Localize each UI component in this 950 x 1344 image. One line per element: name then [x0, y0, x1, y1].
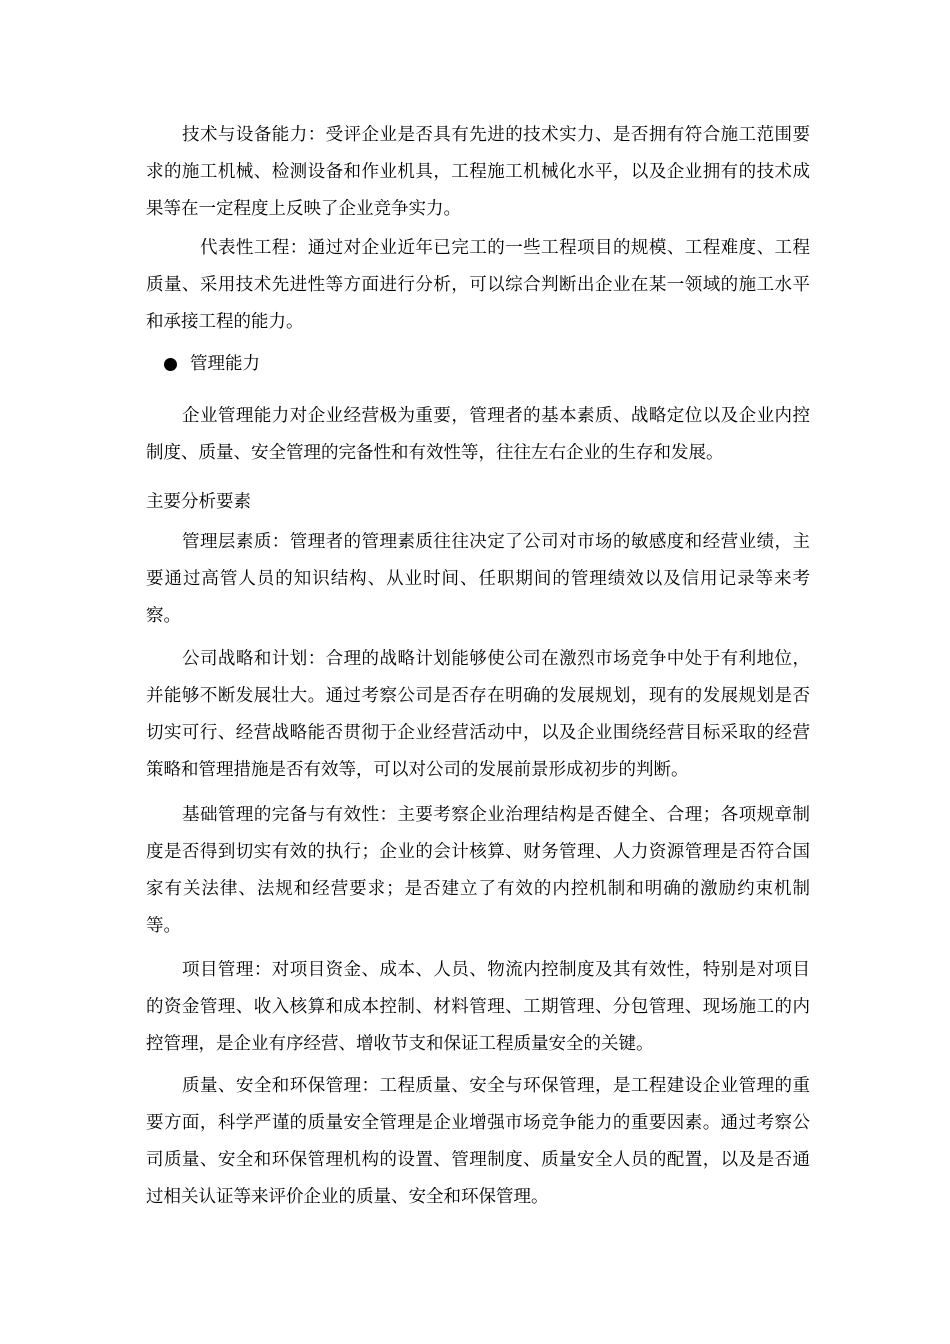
paragraph-representative-projects: [146, 230, 810, 341]
paragraph-text: 企业管理能力对企业经营极为重要，管理者的基本素质、战略定位以及企业内控制度、质量、安全管理的完备性和有效性等，往往左右企业的生存和发展。: [146, 406, 810, 463]
paragraph-text: 技术与设备能力：受评企业是否具有先进的技术实力、是否拥有符合施工范围要求的施工机械、检测设备和作业机具，工程施工机械化水平，以及企业拥有的技术成果等在一定程度上反映了企业竞争实力。: [146, 125, 810, 219]
paragraph-text: 公司战略和计划：合理的战略计划能够使公司在激烈市场竞争中处于有利地位，并能够不断发展壮大。通过考察公司是否存在明确的发展规划，现有的发展规划是否切实可行、经营战略能否贯彻于企业经营活动中，以及企业围绕经营目标采取的经营策略和管理措施是否有效等，可以对公司的发展前景形成初步的判断。: [146, 649, 810, 780]
subheading-text: 主要分析要素: [146, 492, 251, 512]
paragraph-basic-management: [146, 797, 810, 945]
section-heading-management: [146, 346, 810, 383]
bullet-icon: [164, 358, 177, 371]
paragraph-text: 管理层素质：管理者的管理素质往往决定了公司对市场的敏感度和经营业绩，主要通过高管人员的知识结构、从业时间、任职期间的管理绩效以及信用记录等来考察。: [146, 532, 810, 626]
paragraph-management-intro: [146, 398, 810, 472]
paragraph-text: 基础管理的完备与有效性：主要考察企业治理结构是否健全、合理；各项规章制度是否得到切实有效的执行；企业的会计核算、财务管理、人力资源管理是否符合国家有关法律、法规和经营要求；是否建立了有效的内控机制和明确的激励约束机制等。: [146, 805, 810, 936]
paragraph-strategy-plan: [146, 641, 810, 789]
paragraph-project-management: [146, 952, 810, 1063]
paragraph-text: 质量、安全和环保管理：工程质量、安全与环保管理，是工程建设企业管理的重要方面，科学严谨的质量安全管理是企业增强市场竞争能力的重要因素。通过考察公司质量、安全和环保管理机构的设置、管理制度、质量安全人员的配置，以及是否通过相关认证等来评价企业的质量、安全和环保管理。: [146, 1076, 810, 1207]
paragraph-text: 代表性工程：通过对企业近年已完工的一些工程项目的规模、工程难度、工程质量、采用技术先进性等方面进行分析，可以综合判断出企业在某一领域的施工水平和承接工程的能力。: [146, 238, 810, 332]
paragraph-text: 项目管理：对项目资金、成本、人员、物流内控制度及其有效性，特别是对项目的资金管理、收入核算和成本控制、材料管理、工期管理、分包管理、现场施工的内控管理，是企业有序经营、增收节支和保证工程质量安全的关键。: [146, 960, 810, 1054]
heading-management-ability: 管理能力: [190, 354, 260, 374]
paragraph-tech-equipment: [146, 117, 810, 228]
paragraph-quality-safety-env: [146, 1068, 810, 1216]
subheading-main-factors: [146, 484, 810, 521]
paragraph-management-quality: [146, 524, 810, 635]
bullet-heading-row: [146, 346, 810, 383]
